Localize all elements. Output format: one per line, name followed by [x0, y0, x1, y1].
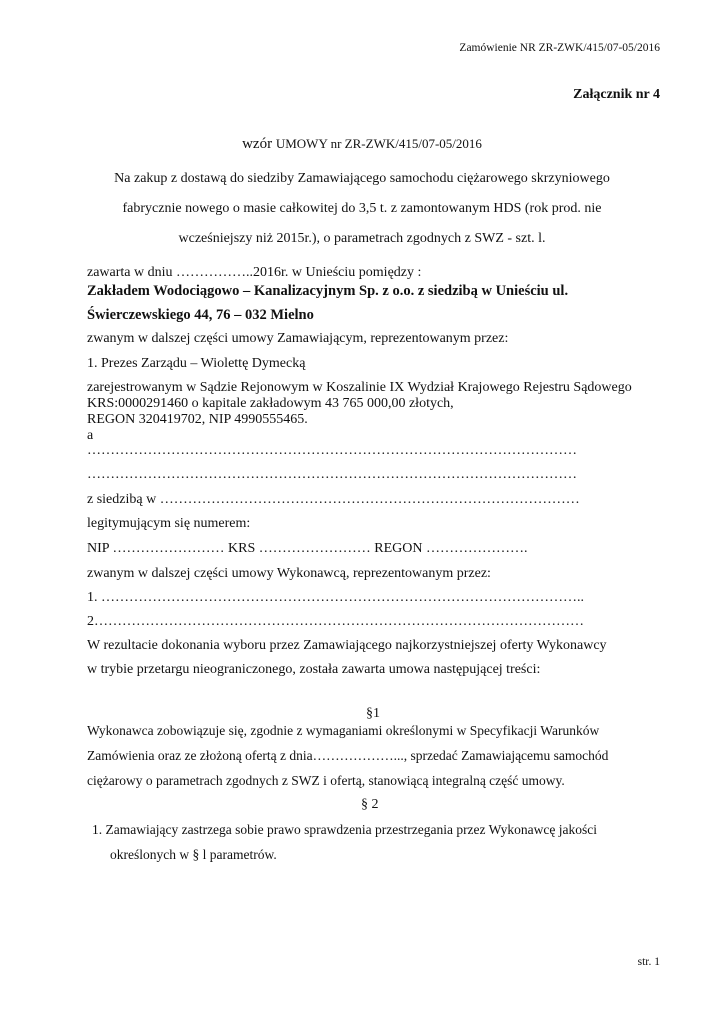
- order-number: Zamówienie NR ZR-ZWK/415/07-05/2016: [459, 42, 660, 54]
- result-line-1: W rezultacie dokonania wyboru przez Zamawiającego najkorzystniejszej oferty Wykonawcy: [87, 638, 607, 653]
- section-1-heading: §1: [366, 706, 380, 721]
- page-number: str. 1: [637, 956, 660, 968]
- subject-line-2: fabrycznie nowego o masie całkowitej do 3,5 t. z zamontowanym HDS (rok prod. nie: [122, 201, 602, 216]
- company-line-1: Zakładem Wodociągowo – Kanalizacyjnym Sp. z o.o. z siedzibą w Unieściu ul.: [87, 283, 569, 299]
- section-2-line-1: 1. Zamawiający zastrzega sobie prawo sprawdzenia przestrzegania przez Wykonawcę jakości: [92, 822, 597, 837]
- title-text: UMOWY nr ZR-ZWK/415/07-05/2016: [275, 136, 482, 151]
- registry-line-2: KRS:0000291460 o kapitale zakładowym 43 765 000,00 złotych,: [87, 396, 454, 411]
- registry-line-3: REGON 320419702, NIP 4990555465.: [87, 412, 308, 427]
- section-2-line-2: określonych w § l parametrów.: [110, 847, 277, 862]
- and-word: a: [87, 428, 94, 443]
- contract-date-line: zawarta w dniu ……………..2016r. w Unieściu pomiędzy :: [87, 265, 422, 280]
- section-1-line-1: Wykonawca zobowiązuje się, zgodnie z wymaganiami określonymi w Specyfikacji Warunków: [87, 723, 600, 738]
- nip-krs-regon-line: NIP …………………… KRS …………………… REGON ………………….: [87, 541, 528, 556]
- contractor-rep-1: 1. …………………………………………………………………………………………..: [87, 590, 584, 605]
- representative-line: 1. Prezes Zarządu – Wiolettę Dymecką: [87, 356, 306, 371]
- section-1-line-3: ciężarowy o parametrach zgodnych z SWZ i ofertą, stanowiącą integralną część umowy.: [87, 773, 565, 788]
- attachment-label: Załącznik nr 4: [573, 87, 660, 102]
- contractor-dots-1: ……………………………………………………………………………………………: [87, 443, 577, 458]
- subject-line-1: Na zakup z dostawą do siedziby Zamawiającego samochodu ciężarowego skrzyniowego: [114, 171, 610, 186]
- result-line-2: w trybie przetargu nieograniczonego, została zawarta umowa następującej treści:: [87, 662, 541, 677]
- section-1-line-2: Zamówienia oraz ze złożoną ofertą z dnia………………..., sprzedać Zamawiającemu samochód: [87, 748, 609, 763]
- id-number-line: legitymującym się numerem:: [87, 516, 251, 531]
- ordering-party-line: zwanym w dalszej części umowy Zamawiającym, reprezentowanym przez:: [87, 331, 509, 346]
- company-line-2: Świerczewskiego 44, 76 – 032 Mielno: [87, 307, 314, 323]
- contractor-rep-2: 2……………………………………………………………………………………………: [87, 614, 584, 629]
- subject-line-3: wcześniejszy niż 2015r.), o parametrach zgodnych z SWZ - szt. l.: [178, 231, 546, 246]
- seat-line: z siedzibą w ………………………………………………………………………………: [87, 492, 580, 507]
- section-2-heading: § 2: [361, 797, 379, 812]
- contractor-dots-2: ……………………………………………………………………………………………: [87, 467, 577, 482]
- document-title: [0, 136, 724, 153]
- contractor-line: zwanym w dalszej części umowy Wykonawcą, reprezentowanym przez:: [87, 566, 491, 581]
- title-prefix: wzór: [242, 136, 276, 152]
- registry-line-1: zarejestrowanym w Sądzie Rejonowym w Koszalinie IX Wydział Krajowego Rejestru Sądowego: [87, 380, 632, 395]
